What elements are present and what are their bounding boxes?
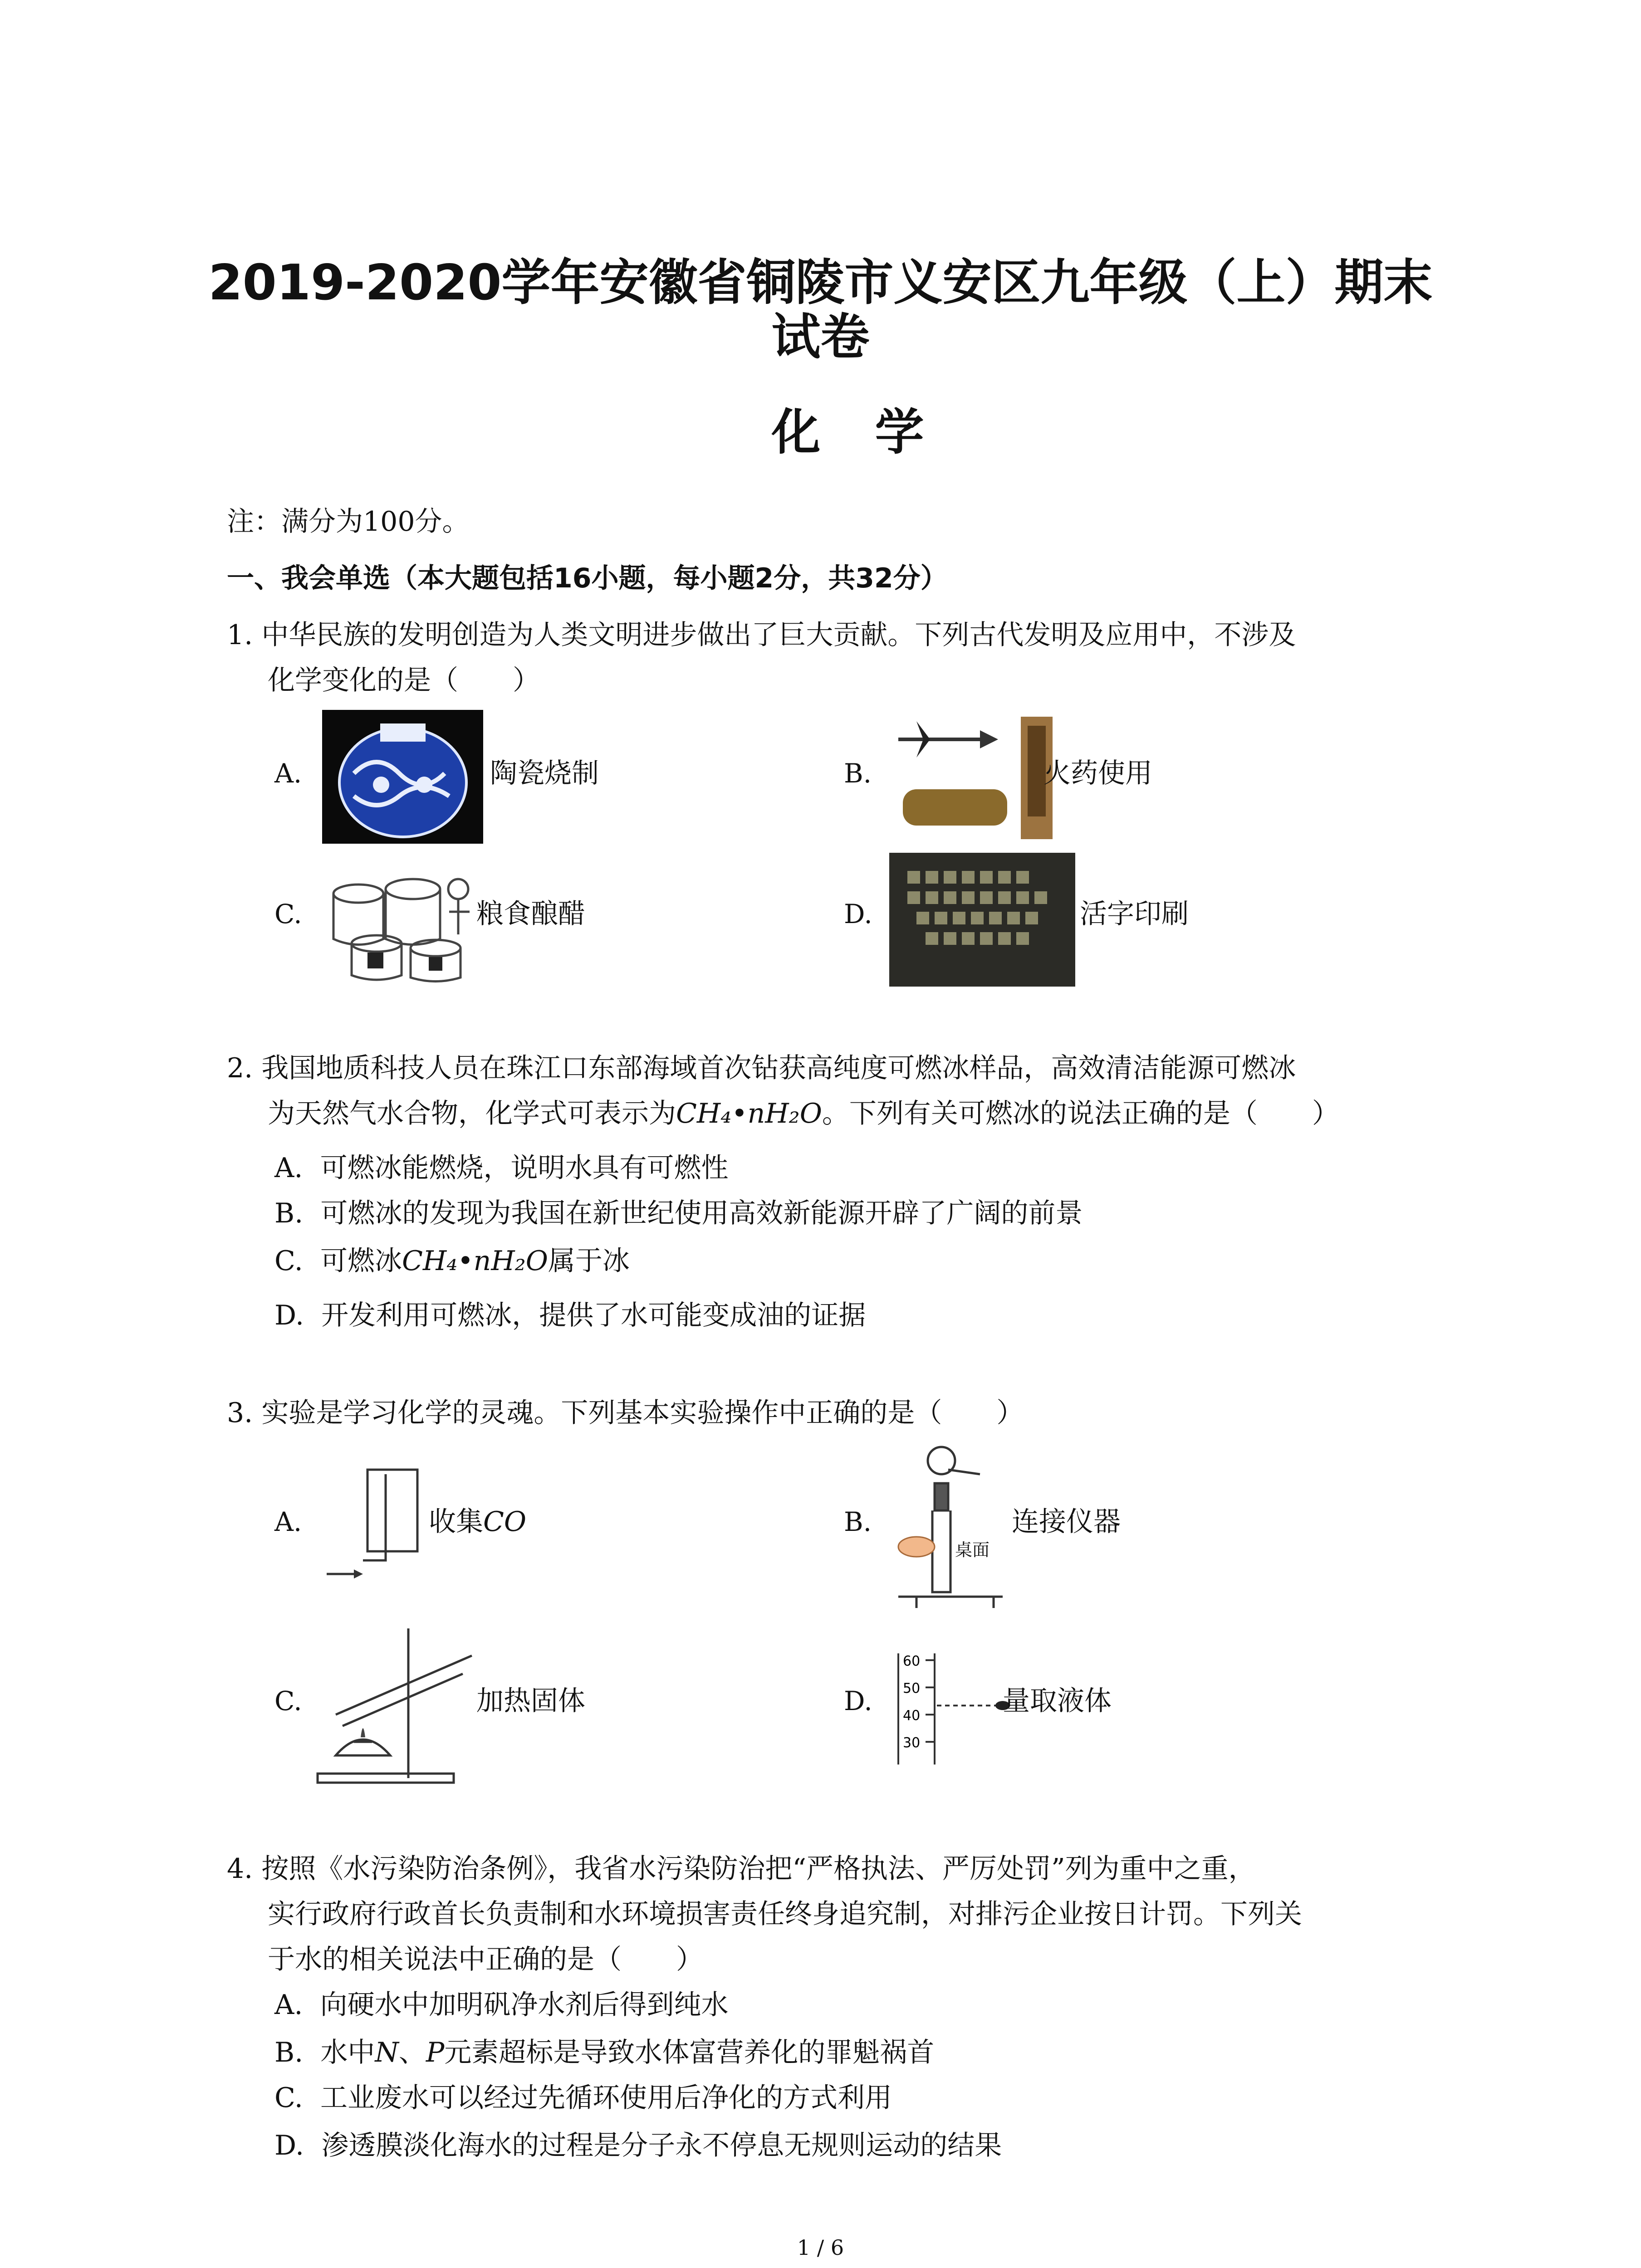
q3-option-c-label[interactable]: 加热固体	[476, 1685, 585, 1717]
q2-option-c[interactable]	[274, 1243, 630, 1279]
q3-option-d-letter[interactable]: D.	[844, 1686, 872, 1716]
q4-option-c[interactable]	[274, 2080, 892, 2116]
gas-collection-diagram	[318, 1461, 426, 1579]
q3-option-a-formula: CO	[483, 1506, 527, 1538]
connect-apparatus-diagram	[889, 1442, 1012, 1610]
q1-option-a-label[interactable]: 陶瓷烧制	[490, 758, 599, 789]
q1-option-d-letter[interactable]: D.	[844, 899, 872, 929]
vinegar-brewing-image	[322, 853, 479, 984]
tick-40: 40	[903, 1708, 921, 1724]
q3-option-b-label[interactable]: 连接仪器	[1012, 1506, 1121, 1538]
graduated-cylinder-diagram	[889, 1651, 1012, 1769]
q2-option-d-text: 开发利用可燃冰，提供了水可能变成油的证据	[321, 1300, 866, 1331]
score-note: 注：满分为100分。	[227, 506, 470, 538]
q3-option-b-letter[interactable]: B.	[844, 1506, 872, 1537]
q4-option-c-text: 工业废水可以经过先循环使用后净化的方式利用	[320, 2082, 892, 2114]
q3-option-c-letter[interactable]: C.	[274, 1686, 302, 1716]
q4-option-a-text: 向硬水中加明矾净水剂后得到纯水	[320, 1989, 729, 2021]
q1-stem-line2: 化学变化的是（ ）	[268, 665, 540, 696]
q3-option-d-label[interactable]: 量取液体	[1003, 1685, 1112, 1717]
heating-solid-diagram	[309, 1619, 481, 1792]
q4-option-b-letter: B.	[274, 2037, 304, 2068]
q3-option-b-inner-label: 桌面	[955, 1540, 990, 1560]
q2-stem-line1: 2. 我国地质科技人员在珠江口东部海域首次钻获高纯度可燃冰样品，高效清洁能源可燃冰	[227, 1052, 1296, 1084]
q2-stem-text-a: 为天然气水合物，化学式可表示为	[268, 1098, 676, 1129]
q2-option-c-formula: CH₄•nH₂O	[402, 1245, 548, 1277]
q1-option-b-letter[interactable]: B.	[844, 758, 872, 789]
q4-option-a-letter: A.	[274, 1989, 303, 2021]
q4-option-c-letter: C.	[274, 2082, 303, 2114]
q4-stem-line2: 实行政府行政首长负责制和水环境损害责任终身追究制，对排污企业按日计罚。下列关	[268, 1898, 1302, 1930]
q3-option-a-letter[interactable]: A.	[274, 1506, 302, 1537]
q2-option-c-letter: C.	[274, 1245, 303, 1277]
q4-option-d-text: 渗透膜淡化海水的过程是分子永不停息无规则运动的结果	[321, 2130, 1002, 2161]
q4-option-b-text-b: 元素超标是导致水体富营养化的罪魁祸首	[444, 2037, 935, 2068]
q4-option-b-sep: 、	[398, 2037, 426, 2068]
q2-option-b-letter: B.	[274, 1198, 304, 1229]
subject-title: 化学	[771, 404, 979, 461]
q2-option-a-text: 可燃冰能燃烧，说明水具有可燃性	[320, 1152, 729, 1184]
q1-option-c-label[interactable]: 粮食酿醋	[476, 898, 585, 930]
q2-stem-text-b: 。下列有关可燃冰的说法正确的是（ ）	[822, 1098, 1339, 1129]
tick-30: 30	[903, 1735, 921, 1751]
tick-60: 60	[903, 1653, 921, 1669]
page-title-line2: 试卷	[771, 309, 870, 366]
q1-stem-line1: 1. 中华民族的发明创造为人类文明进步做出了巨大贡献。下列古代发明及应用中，不涉及	[227, 619, 1296, 651]
q4-option-b-formula-p: P	[426, 2037, 445, 2068]
q1-option-b-label[interactable]: 火药使用	[1043, 758, 1152, 789]
q3-option-a-text: 收集	[429, 1506, 483, 1538]
q2-option-a-letter: A.	[274, 1152, 303, 1184]
page-title-line1: 2019-2020学年安徽省铜陵市义安区九年级（上）期末	[208, 254, 1433, 311]
q2-option-d[interactable]	[274, 1297, 866, 1334]
q4-stem-line1: 4. 按照《水污染防治条例》，我省水污染防治把“严格执法、严厉处罚”列为重中之重，	[227, 1853, 1256, 1885]
q2-formula: CH₄•nH₂O	[676, 1098, 822, 1129]
q4-stem-line3: 于水的相关说法中正确的是（ ）	[268, 1944, 703, 1975]
porcelain-jar-image	[322, 710, 483, 844]
q2-option-a[interactable]	[274, 1150, 729, 1186]
q1-option-c-letter[interactable]: C.	[274, 899, 302, 929]
q2-option-c-text-a: 可燃冰	[320, 1245, 402, 1277]
q4-option-b-text-a: 水中	[320, 2037, 375, 2068]
q4-option-d[interactable]	[274, 2127, 1002, 2164]
q2-stem-line2	[268, 1095, 1339, 1132]
q1-option-d-label[interactable]: 活字印刷	[1080, 898, 1189, 930]
q2-option-c-text-b: 属于冰	[548, 1245, 630, 1277]
q3-stem: 3. 实验是学习化学的灵魂。下列基本实验操作中正确的是（ ）	[227, 1397, 1024, 1429]
q1-option-a-letter[interactable]: A.	[274, 758, 302, 789]
q2-option-b[interactable]	[274, 1195, 1083, 1232]
q4-option-d-letter: D.	[274, 2130, 304, 2161]
q4-option-a[interactable]	[274, 1987, 729, 2023]
movable-type-image	[889, 853, 1075, 987]
q2-option-d-letter: D.	[274, 1300, 304, 1331]
tick-50: 50	[903, 1681, 921, 1696]
q4-option-b[interactable]	[274, 2034, 934, 2071]
section-heading: 一、我会单选（本大题包括16小题，每小题2分，共32分）	[227, 562, 948, 594]
q4-option-b-formula-n: N	[375, 2037, 399, 2068]
q3-option-a-label[interactable]	[429, 1504, 526, 1540]
page-number: 1 / 6	[797, 2235, 844, 2260]
q2-option-b-text: 可燃冰的发现为我国在新世纪使用高效新能源开辟了广阔的前景	[320, 1198, 1083, 1229]
